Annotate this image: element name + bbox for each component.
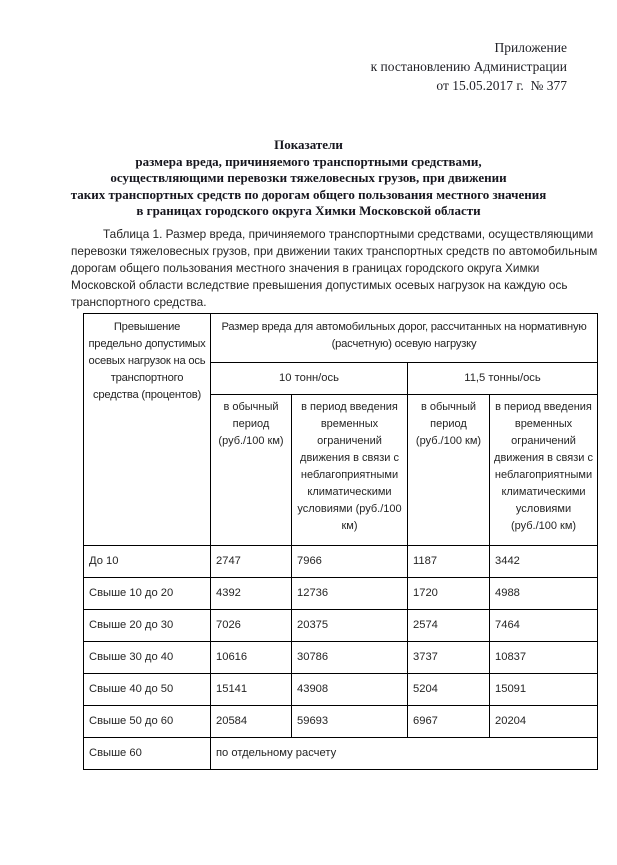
cell-value: 15141 [211,673,292,705]
header-cell-restricted-period-11-5: в период введения временных ограничений движения в связи с неблагоприятными климатическими условиями (руб./100 км) [490,394,598,545]
cell-value: 2747 [211,545,292,577]
document-title-line: размера вреда, причиняемого транспортными средствами, [135,153,482,169]
table-row [84,545,598,577]
header-cell-axle-load-exceedance: Превышение предельно допустимых осевых нагрузок на ось транспортного средства (процентов) [84,313,211,545]
cell-value: 15091 [490,673,598,705]
row-label: До 10 [84,545,211,577]
document-title-line: Показатели [274,137,343,152]
table-row [84,641,598,673]
cell-value: 7026 [211,609,292,641]
table-row [84,673,598,705]
header-cell-axle-10: 10 тонн/ось [211,362,408,394]
cell-value: 1720 [408,577,490,609]
cell-value: 7966 [292,545,408,577]
header-cell-normal-period-10: в обычный период (руб./100 км) [211,394,292,545]
row-label: Свыше 10 до 20 [84,577,211,609]
cell-value: 10616 [211,641,292,673]
cell-value: 3442 [490,545,598,577]
cell-special-note: по отдельному расчету [211,737,598,769]
cell-value: 1187 [408,545,490,577]
cell-value: 4392 [211,577,292,609]
header-cell-restricted-period-10: в период введения временных ограничений движения в связи с неблагоприятными климатическими условиями (руб./100 км) [292,394,408,545]
header-cell-normal-period-11-5: в обычный период (руб./100 км) [408,394,490,545]
row-label: Свыше 20 до 30 [84,609,211,641]
table-row-over-60 [84,737,598,769]
table-header-row-1 [84,313,598,362]
row-label: Свыше 50 до 60 [84,705,211,737]
cell-value: 20375 [292,609,408,641]
approval-header-line: Приложение [494,40,567,55]
cell-value: 7464 [490,609,598,641]
cell-value: 6967 [408,705,490,737]
header-cell-axle-11-5: 11,5 тонны/ось [408,362,598,394]
cell-value: 30786 [292,641,408,673]
approval-header-line: к постановлению Администрации [370,59,567,74]
cell-value: 5204 [408,673,490,705]
row-label: Свыше 60 [84,737,211,769]
table-row [84,705,598,737]
table-caption-paragraph: Таблица 1. Размер вреда, причиняемого транспортными средствами, осуществляющими перевозки тяжеловесных грузов, при движении таких транспортных средств по автомобильным дорогам общего пользования местного значения в границах городского округа Химки Московской области вследствие превышения допустимых осевых нагрузок на каждую ось транспортного средства. [71,226,598,309]
approval-header-line: от 15.05.2017 г. № 377 [436,78,567,93]
cell-value: 20204 [490,705,598,737]
cell-value: 20584 [211,705,292,737]
cell-value: 59693 [292,705,408,737]
document-title-line: таких транспортных средств по дорогам общего пользования местного значения [70,186,547,202]
cell-value: 10837 [490,641,598,673]
table-row [84,609,598,641]
row-label: Свыше 40 до 50 [84,673,211,705]
row-label: Свыше 30 до 40 [84,641,211,673]
damage-rates-table [83,313,598,770]
cell-value: 43908 [292,673,408,705]
document-title-line: в границах городского округа Химки Московской области [136,203,481,219]
cell-value: 12736 [292,577,408,609]
header-cell-damage-span: Размер вреда для автомобильных дорог, рассчитанных на нормативную (расчетную) осевую нагрузку [211,313,598,362]
cell-value: 2574 [408,609,490,641]
cell-value: 3737 [408,641,490,673]
approval-header [0,38,567,95]
document-title-line: осуществляющими перевозки тяжеловесных грузов, при движении [110,170,507,186]
document-title [0,137,617,220]
cell-value: 4988 [490,577,598,609]
table-row [84,577,598,609]
